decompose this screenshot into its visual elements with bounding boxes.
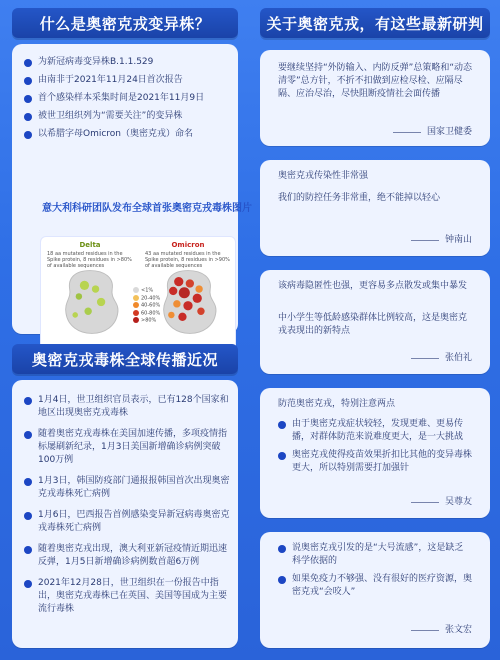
bullet-icon — [278, 576, 286, 584]
expert-card-2 — [260, 160, 490, 256]
bullet-icon — [24, 431, 32, 439]
global-spread-banner — [12, 344, 238, 374]
signature-dash — [411, 502, 439, 503]
expert-bullet-text: 说奥密克戎引发的是“大号流感”，这是缺乏科学依据的 — [292, 543, 464, 566]
right-column — [250, 0, 500, 660]
expert-card-5 — [260, 532, 490, 648]
signature-dash — [411, 240, 439, 241]
spread-text: 1月4日，世卫组织官员表示，已有128个国家和地区出现奥密克戎毒株 — [38, 395, 229, 418]
expert-bullets — [278, 418, 472, 480]
spread-item — [24, 394, 230, 420]
bullet-icon — [278, 545, 286, 553]
latest-judgments-title: 关于奥密克戎，有这些最新研判 — [266, 14, 484, 33]
expert-bullet-text: 奥密克戎使得疫苗效果折扣比其他的变异毒株更大，所以特别需要打加强针 — [292, 450, 473, 473]
fact-item — [24, 110, 230, 123]
delta-note: 18 aa mutated residues in the Spike protein, 8 residues in >80% of available sequences — [47, 251, 132, 269]
expert-signature: 国家卫健委 — [393, 126, 472, 139]
spread-item — [24, 543, 230, 569]
expert-title: 奥密克戎传染性非常强 — [278, 171, 369, 181]
expert-bullet-item — [278, 418, 472, 444]
fact-item — [24, 56, 230, 69]
signature-dash — [393, 132, 421, 133]
global-spread-title: 奥密克戎毒株全球传播近况 — [31, 350, 218, 369]
expert-title: 防范奥密克戎，特别注意两点 — [278, 399, 396, 409]
expert-card-1 — [260, 50, 490, 146]
fact-text: 由南非于2021年11月24日首次报告 — [38, 75, 183, 85]
omicron-facts-list — [24, 56, 230, 146]
expert-signature: 钟南山 — [411, 234, 472, 247]
mutation-legend — [133, 287, 161, 325]
bullet-icon — [24, 580, 32, 588]
expert-title: 该病毒隐匿性也强，更容易多点散发或集中暴发 — [278, 281, 468, 291]
signature-dash — [411, 358, 439, 359]
spread-item — [24, 428, 230, 467]
spread-text: 随着奥密克戎出现，澳大利亚新冠疫情近期迅速反弹，1月5日新增确诊病例数首超6万例 — [38, 544, 228, 567]
omicron-structure-figure — [40, 236, 236, 354]
legend-item: <1% — [133, 287, 161, 295]
what-is-omicron-title: 什么是奥密克戎变异株？ — [39, 14, 211, 33]
delta-label: Delta — [79, 241, 101, 249]
fact-item — [24, 74, 230, 87]
bullet-icon — [24, 131, 32, 139]
what-is-omicron-banner — [12, 8, 238, 38]
expert-quote: 中小学生等低龄感染群体比例较高，这是奥密克戎表现出的新特点 — [278, 313, 468, 336]
delta-panel — [41, 237, 139, 354]
fact-item — [24, 128, 230, 141]
bullet-icon — [278, 452, 286, 460]
expert-signature: 吴尊友 — [411, 496, 472, 509]
bullet-icon — [24, 397, 32, 405]
global-spread-card — [12, 380, 238, 648]
spread-item — [24, 577, 230, 616]
expert-quote: 要继续坚持“外防输入、内防反弹”总策略和“动态清零”总方针，不折不扣做到应检尽检、应隔尽隔、应治尽治，尽快阻断疫情社会面传播 — [278, 63, 472, 99]
expert-signature: 张伯礼 — [411, 352, 472, 365]
bullet-icon — [24, 95, 32, 103]
spread-item — [24, 509, 230, 535]
expert-bullet-item — [278, 573, 472, 599]
bullet-icon — [24, 478, 32, 486]
fact-text: 以希腊字母Omicron（奥密克戎）命名 — [38, 129, 194, 139]
bullet-icon — [24, 59, 32, 67]
bullet-icon — [24, 512, 32, 520]
expert-signature: 张文宏 — [411, 624, 472, 637]
global-spread-list — [24, 394, 230, 624]
legend-item: >80% — [133, 317, 161, 325]
spread-item — [24, 475, 230, 501]
expert-bullets — [278, 542, 472, 604]
figure-heading: 意大利科研团队发布全球首张奥密克戎毒株图片 — [42, 203, 252, 214]
omicron-note: 43 aa mutated residues in the Spike protein, 8 residues in >90% of available sequences — [145, 251, 230, 269]
expert-quote: 我们的防控任务非常重，绝不能掉以轻心 — [278, 193, 441, 203]
expert-bullet-text: 如果免疫力不够强、没有很好的医疗资源，奥密克戎“会咬人” — [292, 574, 473, 597]
spread-text: 2021年12月28日，世卫组织在一份报告中指出，奥密克戎毒株已在英国、美国等国成为主要流行毒株 — [38, 578, 228, 614]
fact-text: 为新冠病毒变异株B.1.1.529 — [38, 57, 154, 67]
expert-card-4 — [260, 388, 490, 518]
spread-text: 1月3日，韩国防疫部门通报报韩国首次出现奥密克戎毒株死亡病例 — [38, 476, 230, 499]
expert-bullet-text: 由于奥密克戎症状较轻，发现更难、更易传播，对群体防范来说难度更大，是一大挑战 — [292, 419, 464, 442]
legend-item: 40-60% — [133, 302, 161, 310]
spread-text: 1月6日，巴西报告首例感染变异新冠病毒奥密克戎毒株死亡病例 — [38, 510, 230, 533]
expert-card-3 — [260, 270, 490, 374]
fact-text: 被世卫组织列为“需要关注”的变异株 — [38, 111, 183, 121]
bullet-icon — [24, 546, 32, 554]
omicron-info-card — [12, 44, 252, 334]
latest-judgments-banner — [260, 8, 490, 38]
legend-item: 20-40% — [133, 295, 161, 303]
expert-bullet-item — [278, 449, 472, 475]
signature-dash — [411, 630, 439, 631]
spread-text: 随着奥密克戎毒株在美国加速传播，多项疫情指标屡刷新纪录，1月3日美国新增确诊病例突破100万例 — [38, 429, 228, 465]
bullet-icon — [24, 113, 32, 121]
expert-bullet-item — [278, 542, 472, 568]
omicron-label: Omicron — [171, 241, 205, 249]
fact-text: 首个感染样本采集时间是2021年11月9日 — [38, 93, 205, 103]
bullet-icon — [278, 421, 286, 429]
bullet-icon — [24, 77, 32, 85]
legend-item: 60-80% — [133, 310, 161, 318]
delta-protein-shape — [51, 265, 129, 339]
fact-item — [24, 92, 230, 105]
